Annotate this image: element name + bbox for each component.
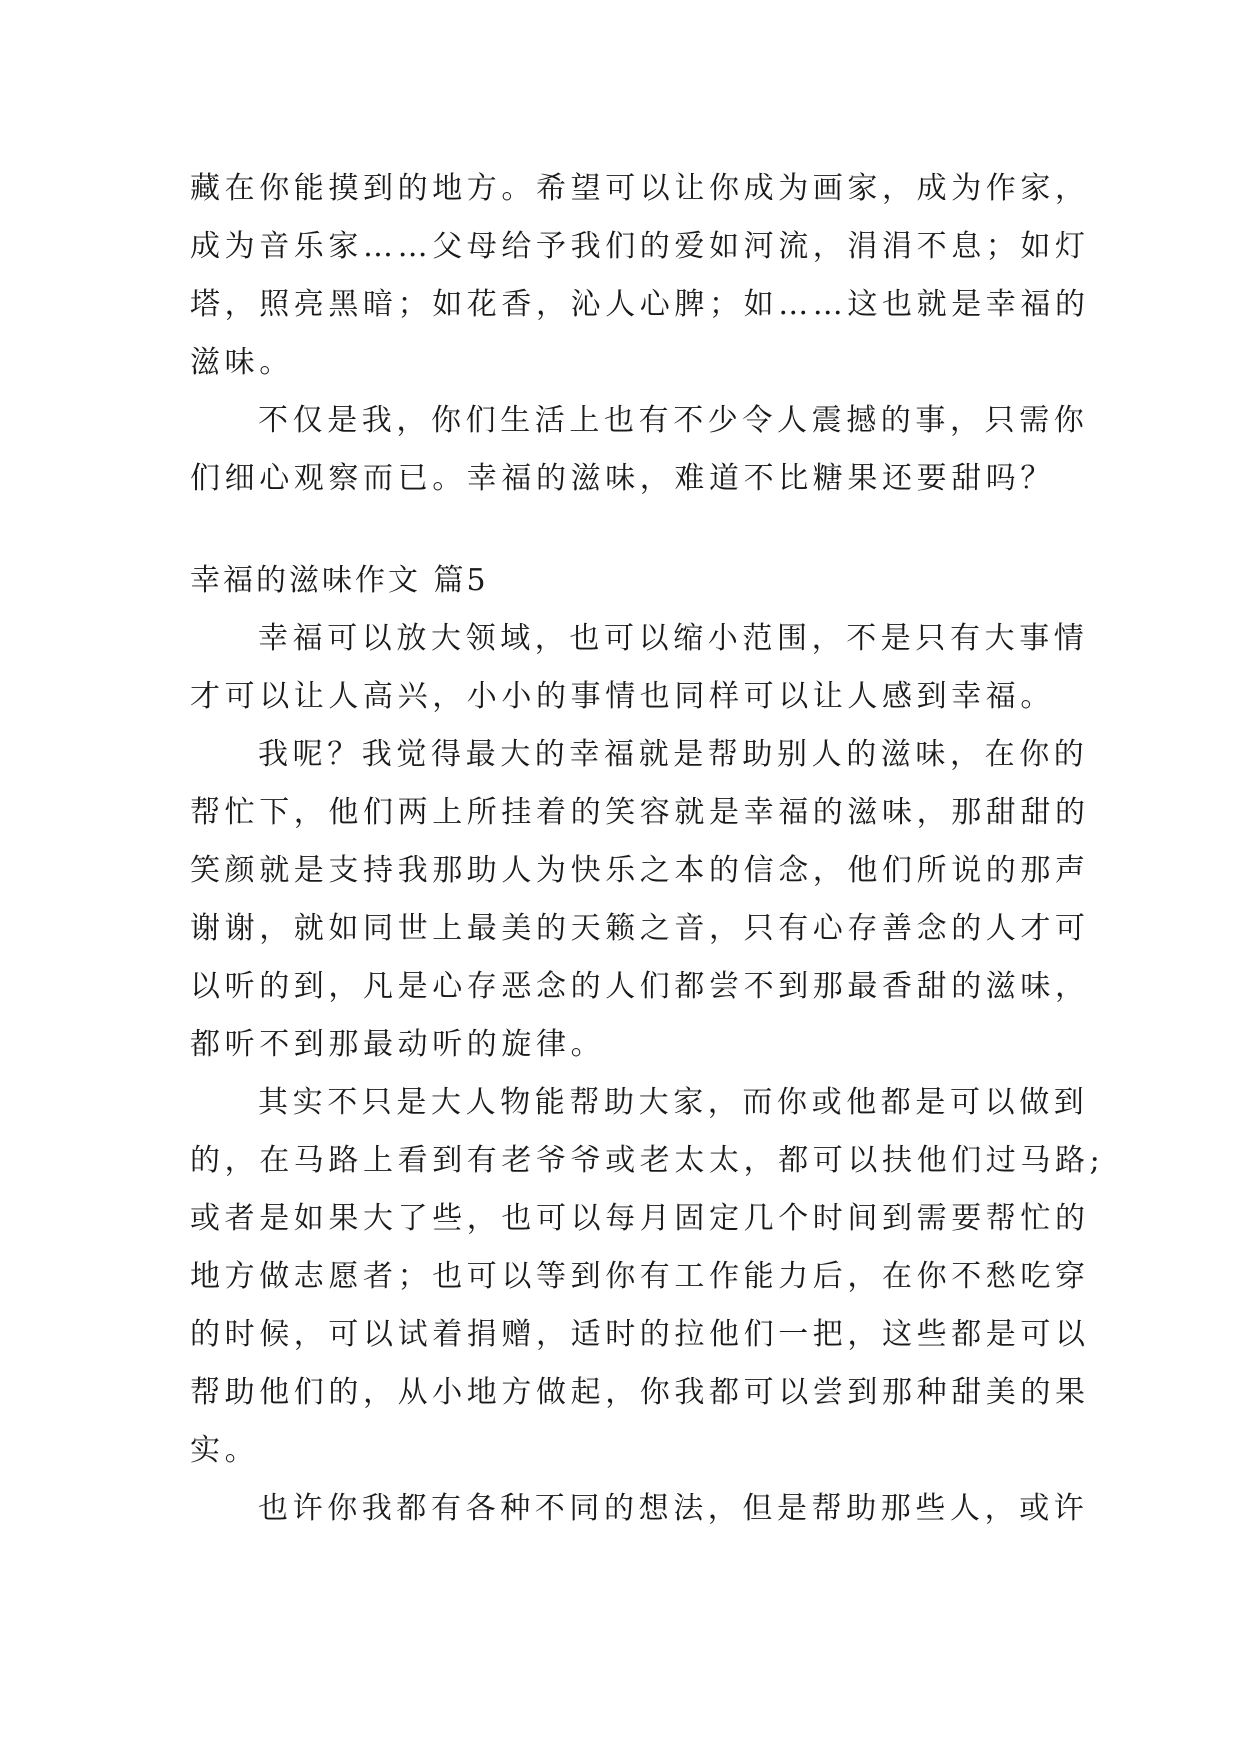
text-line: 们细心观察而已。幸福的滋味，难道不比糖果还要甜吗？ — [190, 461, 1055, 496]
text-line: 的，在马路上看到有老爷爷或老太太，都可以扶他们过马路; — [190, 1143, 1105, 1178]
paragraph — [190, 392, 1089, 508]
text-line: 我呢？我觉得最大的幸福就是帮助别人的滋味，在你的 — [258, 737, 1089, 772]
paragraph — [190, 1480, 1089, 1538]
text-line: 滋味。 — [190, 345, 294, 380]
text-line: 也许你我都有各种不同的想法，但是帮助那些人，或许 — [258, 1491, 1089, 1526]
section-heading: 幸福的滋味作文 篇5 — [190, 563, 489, 598]
paragraph — [190, 610, 1089, 726]
text-line: 地方做志愿者；也可以等到你有工作能力后，在你不愁吃穿 — [190, 1259, 1090, 1294]
paragraph — [190, 160, 1090, 392]
paragraph — [190, 1074, 1105, 1480]
text-line: 藏在你能摸到的地方。希望可以让你成为画家，成为作家， — [190, 171, 1090, 206]
text-line: 不仅是我，你们生活上也有不少令人震撼的事，只需你 — [258, 403, 1089, 438]
text-line: 以听的到，凡是心存恶念的人们都尝不到那最香甜的滋味， — [190, 969, 1090, 1004]
text-line: 幸福可以放大领域，也可以缩小范围，不是只有大事情 — [258, 621, 1089, 656]
text-line: 谢谢，就如同世上最美的天籁之音，只有心存善念的人才可 — [190, 911, 1090, 946]
text-line: 笑颜就是支持我那助人为快乐之本的信念，他们所说的那声 — [190, 853, 1090, 888]
text-line: 成为音乐家……父母给予我们的爱如河流，涓涓不息；如灯 — [190, 229, 1090, 264]
text-line: 实。 — [190, 1433, 260, 1468]
text-line: 都听不到那最动听的旋律。 — [190, 1027, 606, 1062]
text-line: 帮助他们的，从小地方做起，你我都可以尝到那种甜美的果 — [190, 1375, 1090, 1410]
text-line: 的时候，可以试着捐赠，适时的拉他们一把，这些都是可以 — [190, 1317, 1090, 1352]
text-line: 塔，照亮黑暗；如花香，沁人心脾；如……这也就是幸福的 — [190, 287, 1090, 322]
text-line: 才可以让人高兴，小小的事情也同样可以让人感到幸福。 — [190, 679, 1055, 714]
paragraph — [190, 726, 1090, 1074]
text-line: 其实不只是大人物能帮助大家，而你或他都是可以做到 — [258, 1085, 1089, 1120]
document-body — [190, 160, 1105, 1538]
text-line: 帮忙下，他们两上所挂着的笑容就是幸福的滋味，那甜甜的 — [190, 795, 1090, 830]
text-line: 或者是如果大了些，也可以每月固定几个时间到需要帮忙的 — [190, 1201, 1090, 1236]
